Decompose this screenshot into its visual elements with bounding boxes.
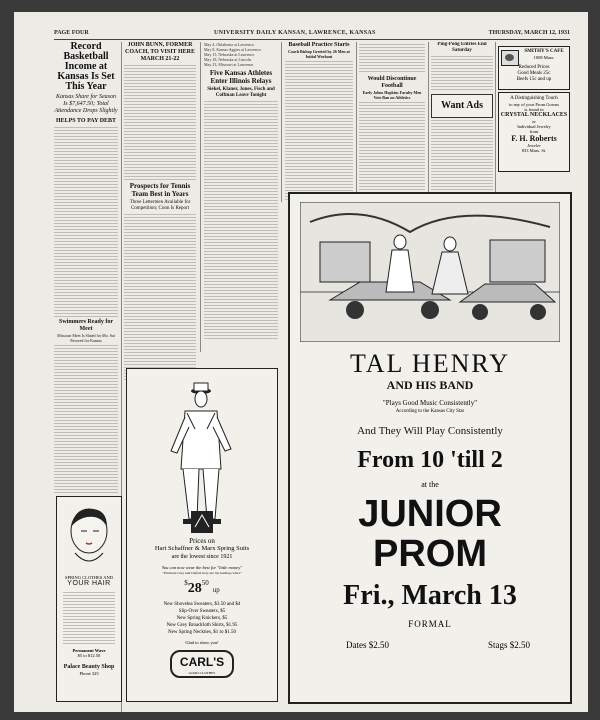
headline-football: Would Discontinue Football	[367, 76, 417, 89]
junior-title: JUNIOR	[358, 493, 502, 535]
roberts-address: 833 Mass. St.	[521, 148, 547, 153]
section-debt: HELPS TO PAY DEBT	[55, 118, 117, 124]
subhead-football: Early Johns Hopkins Faculty Men Vote Ban on Athletics	[362, 90, 422, 100]
price-main: 28	[187, 581, 202, 596]
beauty-permanent: Permanent Wave	[72, 648, 106, 653]
consistent-line: And They Will Play Consistently	[357, 425, 503, 437]
carls-item: New Grey Broadcloth Shirts, $1.95	[166, 623, 238, 628]
headline-baseball: Baseball Practice Starts	[288, 42, 350, 48]
article-column-1	[54, 42, 118, 502]
dance-scene-illustration	[300, 202, 560, 342]
column-rule	[428, 42, 429, 202]
subhead-basketball: Kansas Share for Season Is $7,647.50; Total Attendance Drops Slightly	[54, 94, 118, 114]
schedule-item: May 4, Oklahoma at Lawrence.	[204, 42, 255, 47]
article-text	[359, 44, 425, 74]
roberts-line-3: is found in	[524, 107, 544, 112]
prom-formal: FORMAL	[408, 619, 452, 629]
article-text	[431, 56, 493, 92]
band-poll: According to the Kansas City Star	[395, 409, 465, 414]
roberts-line-2: to any of your Prom Gowns	[508, 102, 560, 107]
price-up: up	[212, 586, 220, 594]
beauty-phone: Phone 325	[79, 671, 99, 676]
schedule-item: May 8, Kansas Aggies at Lawrence.	[204, 47, 262, 52]
schedule-item: May 18, Nebraska at Lincoln.	[204, 57, 252, 62]
subhead-relays: Siekel, Klaner, Jones, Fisch and Coffman Leave Tonight	[207, 87, 275, 98]
header-rule	[54, 39, 570, 40]
article-text	[54, 345, 118, 495]
band-name: TAL HENRY	[349, 349, 511, 378]
carls-item: New Spring Neckties, $1 to $1.50	[168, 630, 236, 635]
carls-glad: Glad to show you!	[185, 640, 219, 645]
article-text	[124, 214, 196, 382]
article-column-2	[124, 42, 196, 382]
schedule-item: May 23, Missouri at Lawrence.	[204, 62, 255, 67]
subhead-tennis: Three Lettermen Available for Competition; Conn Is Report	[129, 200, 191, 211]
roberts-line-5: or	[532, 119, 536, 124]
subhead-swimmers: Missouri Meet Is Slated for Mo. Sat Favored for Kansas	[57, 333, 115, 343]
column-rule	[495, 42, 496, 202]
carls-item: New Spring Knickers, $5	[176, 616, 228, 621]
beauty-shop-ad	[56, 496, 122, 702]
beauty-text	[63, 592, 115, 644]
at-the: at the	[421, 480, 439, 489]
article-text	[359, 102, 425, 202]
hsm-logo-mark	[191, 511, 213, 533]
carls-clothing-ad	[126, 368, 278, 702]
smithys-cafe-ad	[498, 46, 570, 90]
headline-tennis: Prospects for Tennis Team Best in Years	[129, 182, 191, 198]
carls-logo-sub: GOOD CLOTHES	[188, 671, 216, 675]
prom-title: PROM	[373, 533, 487, 575]
roberts-jeweler-ad	[498, 92, 570, 172]
schedule-item: May 15, Nebraska at Lawrence.	[204, 52, 256, 57]
price-cents: 50	[201, 579, 209, 587]
headline-relays: Five Kansas Athletes Enter Illinois Relays	[209, 69, 273, 85]
price-dollar: $	[184, 579, 188, 587]
beauty-your-hair: YOUR HAIR	[67, 580, 111, 587]
prom-hours: From 10 'till 2	[357, 447, 503, 473]
carls-brand: Hart Schaffner & Marx Spring Suits	[154, 545, 250, 552]
column-rule	[200, 42, 201, 352]
carls-item: Slip-Over Sweaters, $5	[178, 609, 226, 614]
junior-prom-ad	[288, 192, 572, 704]
want-ads-box	[431, 94, 493, 118]
band-subtitle: AND HIS BAND	[386, 378, 474, 392]
cafe-line-1: Reduced Prices	[518, 65, 550, 70]
article-text	[285, 61, 353, 201]
roberts-line-6: Individual Jewelry	[517, 124, 551, 129]
dates-price: Dates $2.50	[346, 640, 389, 650]
cafe-name: SMITHY'S CAFE	[524, 49, 564, 54]
article-text	[54, 127, 118, 317]
article-column-5	[359, 42, 425, 202]
column-rule	[356, 42, 357, 202]
article-column-3	[204, 42, 278, 352]
want-ads-title: Want Ads	[441, 100, 483, 111]
carls-prices-on: Prices on	[189, 537, 215, 545]
column-rule	[281, 42, 282, 202]
carls-quote: You can now wear the best for "little money"	[161, 565, 243, 570]
page-number: PAGE FOUR	[54, 30, 89, 36]
article-text	[124, 65, 196, 180]
roberts-title: Jeweler	[527, 143, 541, 148]
prom-date: Fri., March 13	[343, 580, 517, 611]
newspaper-page	[14, 12, 588, 712]
beauty-price: $5 to $12.50	[77, 653, 101, 658]
carls-item: New Shovelea Sweaters, $3.50 and $4	[163, 602, 241, 607]
issue-date: THURSDAY, MARCH 12, 1931	[488, 30, 570, 36]
woman-portrait-illustration	[57, 501, 121, 571]
beauty-shop-name: Palace Beauty Shop	[63, 664, 115, 670]
roberts-name: F. H. Roberts	[511, 134, 557, 143]
headline-bunn: JOHN BUNN, FORMER COACH, TO VISIT HERE MARCH 21-22	[125, 42, 195, 62]
band-quote: "Plays Good Music Consistently"	[382, 399, 478, 407]
article-text	[204, 101, 278, 341]
cafe-line-3: Beefs 15c and up	[516, 77, 552, 82]
carls-lowest: are the lowest since 1921	[171, 554, 233, 560]
subhead-baseball: Coach Bishop Greeted by 26 Men at Initial Workout	[288, 49, 350, 59]
paper-name: UNIVERSITY DAILY KANSAN, LAWRENCE, KANSAS	[214, 30, 376, 36]
cafe-address: 1008 Mass.	[533, 55, 555, 60]
cafe-line-2: Good Meals 25c	[517, 71, 551, 76]
headline-basketball: Record Basketball Income at Kansas Is Set This Year	[57, 42, 115, 92]
man-in-suit-illustration	[127, 369, 277, 529]
carls-logo: CARL'S	[179, 655, 225, 669]
roberts-line-4: CRYSTAL NECKLACES	[500, 112, 568, 118]
stags-price: Stags $2.50	[487, 640, 530, 650]
headline-swimmers: Swimmers Ready for Meet	[59, 319, 113, 332]
roberts-line-7: from	[529, 129, 539, 134]
carls-subquote: "Premium Grey and Oxford Grey are the leading colors"	[162, 571, 242, 575]
beauty-top-line: SPRING CLOTHES AND	[64, 575, 113, 580]
cafe-logo	[501, 50, 519, 66]
article-column-4	[285, 42, 353, 202]
article-column-6	[431, 42, 493, 207]
headline-pingpong: Ping-Pong Entries End Saturday	[437, 42, 487, 53]
roberts-line-1: A Distinguishing Touch	[510, 96, 558, 101]
